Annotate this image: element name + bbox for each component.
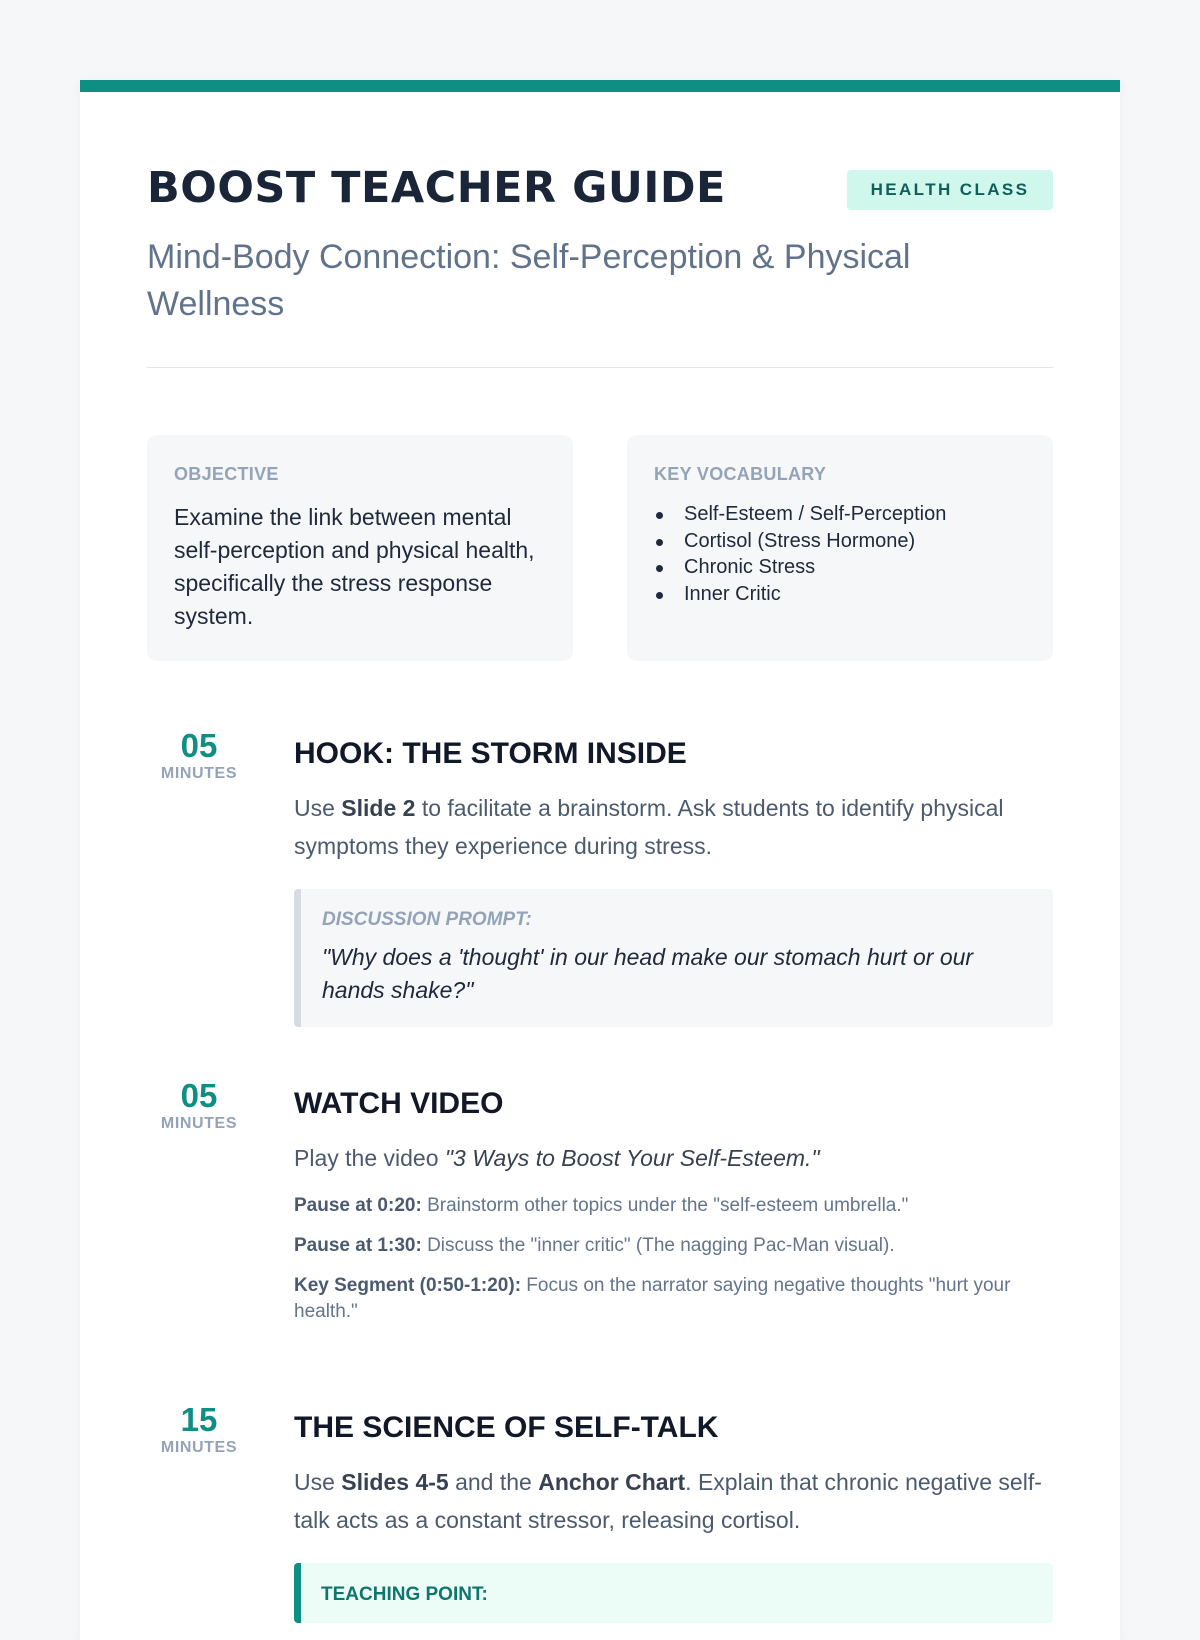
text-part: Use (294, 1469, 342, 1495)
time-block (147, 1403, 251, 1459)
text-part: to facilitate a brainstorm. Ask students to identify physical symptoms they experience during stress. (294, 795, 1004, 859)
minutes-unit: MINUTES (160, 765, 238, 782)
minutes-unit: MINUTES (160, 1115, 238, 1132)
vocabulary-item: Chronic Stress (654, 554, 1026, 581)
video-note (294, 1233, 1053, 1259)
minutes-number: 15 (180, 1401, 218, 1438)
video-note (294, 1193, 1053, 1219)
class-badge: HEALTH CLASS (847, 170, 1053, 210)
vocabulary-box (627, 435, 1053, 661)
note-timestamp: Pause at 1:30: (294, 1235, 422, 1256)
section-body (294, 1403, 1053, 1623)
discussion-prompt (294, 889, 1053, 1027)
minutes-number: 05 (180, 727, 218, 764)
guide-header (147, 163, 1053, 213)
vocabulary-item: Cortisol (Stress Hormone) (654, 528, 1026, 555)
vocabulary-label: KEY VOCABULARY (654, 464, 827, 484)
note-text: Brainstorm other topics under the "self-esteem umbrella." (421, 1195, 909, 1216)
video-note (294, 1273, 1053, 1325)
slide-reference: Slides 4-5 (341, 1469, 449, 1495)
minutes-number: 05 (180, 1077, 218, 1114)
guide-card (80, 80, 1120, 1640)
objective-box (147, 435, 573, 661)
section-body (294, 729, 1053, 1027)
chart-reference: Anchor Chart (538, 1469, 686, 1495)
objective-text: Examine the link between mental self-perception and physical health, specifically the stress response system. (174, 504, 535, 629)
page-title: BOOST TEACHER GUIDE (147, 163, 726, 213)
video-title: "3 Ways to Boost Your Self-Esteem." (444, 1145, 820, 1171)
text-part: Use (294, 795, 342, 821)
note-text: Focus on the narrator saying negative thoughts "hurt your health." (294, 1275, 1011, 1322)
section-text (294, 1139, 1053, 1177)
vocabulary-item: Inner Critic (654, 581, 1026, 608)
text-part: and the (448, 1469, 539, 1495)
minutes-unit: MINUTES (160, 1439, 238, 1456)
text-part: Play the video (294, 1145, 445, 1171)
teaching-point (294, 1563, 1053, 1623)
note-timestamp: Key Segment (0:50-1:20): (294, 1275, 522, 1296)
note-timestamp: Pause at 0:20: (294, 1195, 422, 1216)
vocabulary-item: Self-Esteem / Self-Perception (654, 501, 1026, 528)
vocabulary-list (654, 501, 1026, 607)
objective-label: OBJECTIVE (174, 464, 279, 484)
page-subtitle: Mind-Body Connection: Self-Perception & Physical Wellness (147, 238, 911, 323)
time-block (147, 1079, 251, 1135)
section-title: HOOK: THE STORM INSIDE (294, 737, 687, 770)
section-body (294, 1079, 1053, 1339)
prompt-label: DISCUSSION PROMPT: (322, 909, 532, 930)
section-text (294, 789, 1053, 865)
section-title: THE SCIENCE OF SELF-TALK (294, 1411, 719, 1444)
section-text (294, 1463, 1053, 1539)
teaching-point-label: TEACHING POINT: (321, 1584, 488, 1605)
slide-reference: Slide 2 (341, 795, 416, 821)
text-part: . Explain that chronic negative self-talk acts as a constant stressor, releasing cortisol. (294, 1469, 1042, 1533)
time-block (147, 729, 251, 785)
prompt-text: "Why does a 'thought' in our head make our stomach hurt or our hands shake?" (322, 944, 974, 1003)
header-divider (147, 367, 1053, 368)
section-title: WATCH VIDEO (294, 1087, 504, 1120)
note-text: Discuss the "inner critic" (The nagging Pac-Man visual). (421, 1235, 895, 1256)
video-notes (294, 1193, 1053, 1325)
